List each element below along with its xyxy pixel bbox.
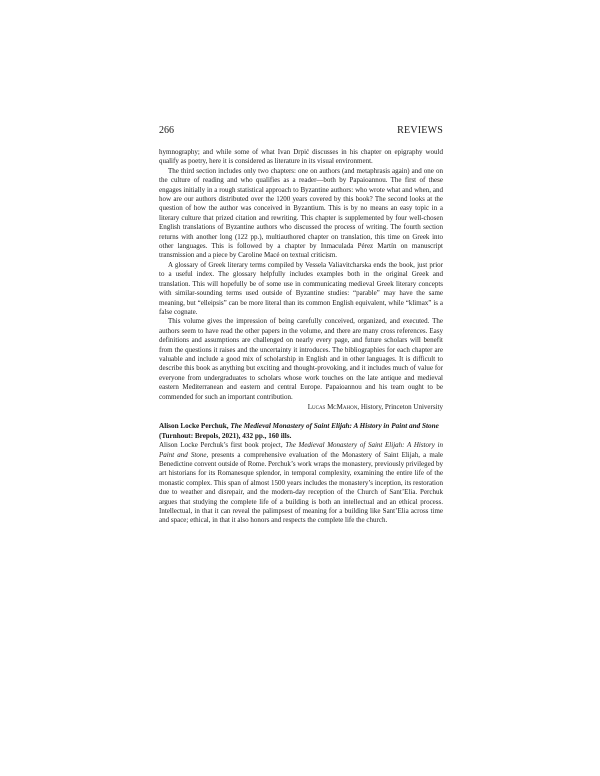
- paragraph: A glossary of Greek literary terms compiled by Vessela Valiavitcharska ends the book, just prior to a useful index. The glossary helpfully includes examples both in the original Greek and translation. This will hopefully be of some use in communicating medieval Greek literary concepts with similar-sounding terms used outside of Byzantine studies: “parable” may have the same meaning, but “elleipsis” can be more literal than its common English equivalent, while “klimax” is a false cognate.: [159, 260, 443, 316]
- running-head: [159, 124, 443, 138]
- publication-info: (Turnhout: Brepols, 2021), 432 pp., 160 ills.: [159, 431, 292, 440]
- second-review-heading: [159, 422, 443, 441]
- reviewer-name: Lucas McMahon: [307, 402, 358, 411]
- paragraph: This volume gives the impression of being carefully conceived, organized, and executed. The authors seem to have read the other papers in the volume, and there are many cross references. Easy definitions and assumptions are challenged on nearly every page, and future scholars will benefit from the questions it raises and the uncertainty it introduces. The bibliographies for each chapter are valuable and include a good mix of scholarship in English and in other languages. It is difficult to describe this book as anything but exciting and thought-provoking, and it includes much of value for everyone from undergraduates to scholars whose work touches on the late antique and medieval eastern Mediterranean and eastern and central Europe. Papaioannou and his team ought to be commended for such an important contribution.: [159, 317, 443, 401]
- book-author: Alison Locke Perchuk,: [159, 422, 231, 431]
- journal-page: [159, 124, 443, 526]
- first-review-body: [159, 148, 443, 402]
- book-title: The Medieval Monastery of Saint Elijah: A History in Paint and Stone: [230, 422, 439, 431]
- paragraph: The third section includes only two chapters: one on authors (and metaphrasis again) and one on the culture of reading and who qualifies as a reader—both by Papaioannou. The first of these engages initially in a rough statistical approach to Byzantine authors: who wrote what and when, and how are our authors distributed over the 1200 years covered by this book? The second looks at the question of how the author was conceived in Byzantium. This is by no means an easy topic in a literary culture that prized citation and rewriting. This chapter is supplemented by four well-chosen English translations of Byzantine authors who discussed the process of writing. The fourth section returns with another long (122 pp.), multiauthored chapter on translation, this time on Greek into other languages. This is followed by a chapter by Inmaculada Pérez Martín on manuscript transmission and a piece by Caroline Macé on textual criticism.: [159, 166, 443, 260]
- section-title: REVIEWS: [397, 125, 443, 136]
- paragraph: hymnography; and while some of what Ivan Drpić discusses in his chapter on epigraphy would qualify as poetry, here it is considered as literature in its visual environment.: [159, 148, 443, 166]
- second-review-body: [159, 441, 443, 526]
- review-text: Alison Locke Perchuk’s first book project,: [159, 441, 286, 450]
- review-text: , presents a comprehensive evaluation of the Monastery of Saint Elijah, a male Benedictine convent outside of Rome. Perchuk’s work wraps the monastery, previously privileged by art historians for its Romanesque splendor, in temporal complexity, examining the entire life of the monastic complex. This span of almost 1500 years includes the monastery’s inception, its restoration due to weather and disrepair, and the modern-day reception of the Church of Sant’Elia. Perchuk argues that studying the complete life of a building is both an intellectual and an ethical process. Intellectual, in that it can reveal the palimpsest of meaning for a building like Sant’Elia across time and space; ethical, in that it also honors and respects the complete life the church.: [159, 450, 443, 525]
- page-number: 266: [159, 125, 174, 136]
- reviewer-affiliation: , History, Princeton University: [357, 402, 443, 411]
- reviewer-signature: [159, 403, 443, 412]
- inline-book-title: The Medieval Monastery of Saint Elijah: A History in Paint and Stone: [159, 441, 443, 459]
